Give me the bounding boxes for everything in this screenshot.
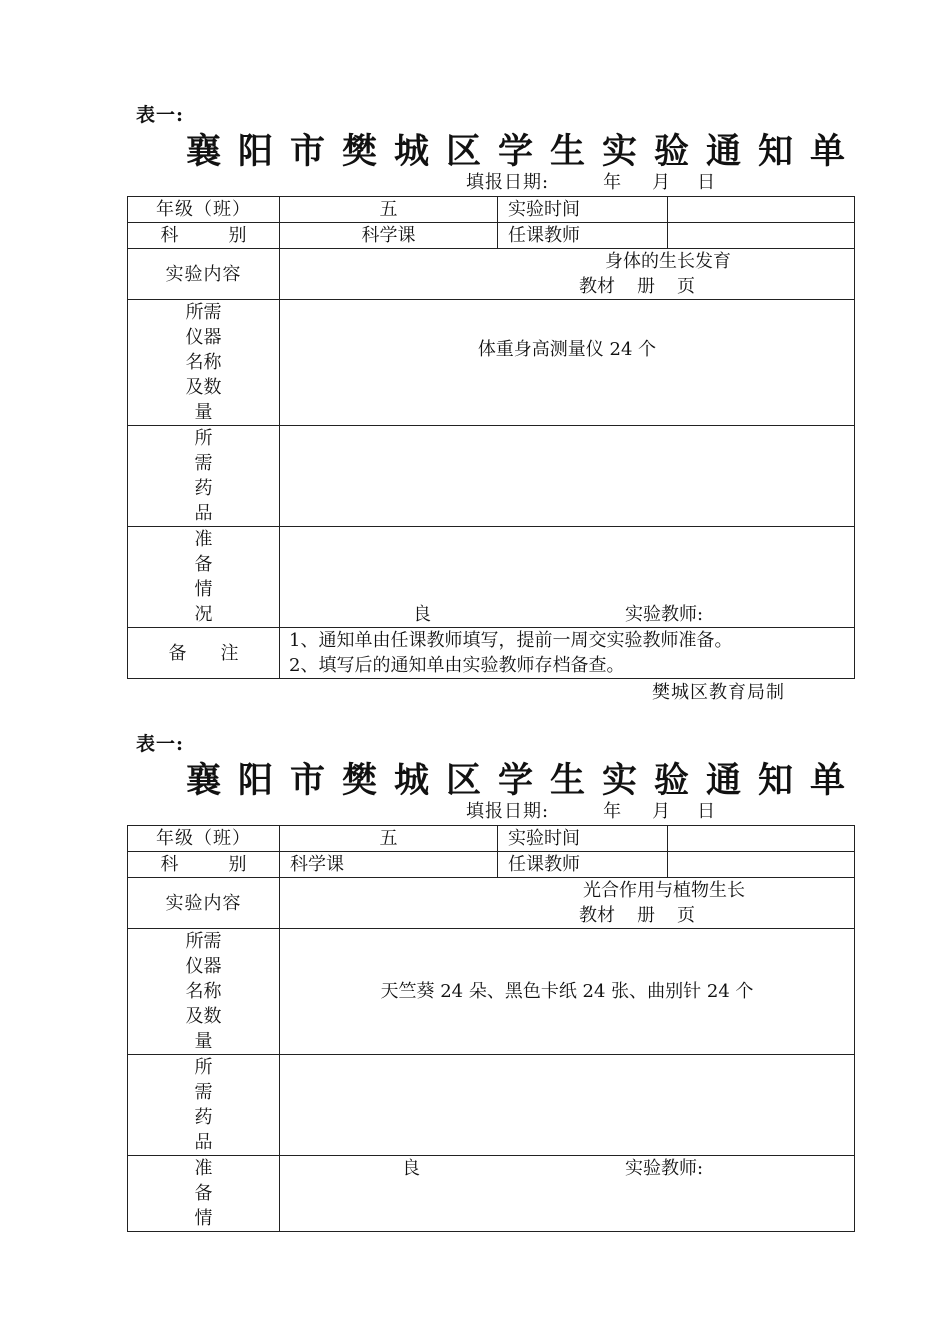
instruments-label: 所需 仪器 名称 及数 量 [128,929,280,1055]
teacher-value[interactable] [668,852,855,878]
day-label: 日 [697,801,717,822]
lab-teacher-label: 实验教师: [625,604,704,625]
exp-time-label: 实验时间 [498,826,668,852]
instruments-value[interactable]: 体重身高测量仪 24 个 [280,300,855,426]
subject-value[interactable]: 科学课 [280,852,498,878]
content-label: 实验内容 [128,249,280,300]
grade-label: 年级（班） [128,197,280,223]
fill-date-line [466,797,716,823]
fill-date-line [466,168,716,194]
notice-table [127,825,855,1232]
grade-label: 年级（班） [128,826,280,852]
exp-time-label: 实验时间 [498,197,668,223]
content-value: 光合作用与植物生长 [583,880,745,901]
content-value-cell[interactable] [280,878,855,929]
year-label: 年 [603,172,623,193]
prep-label: 准 备 情 [128,1156,280,1232]
drugs-label: 所 需 药 品 [128,426,280,527]
form-title: 襄阳市樊城区学生实验通知单 [186,131,863,172]
content-value-cell[interactable] [280,249,855,300]
prep-value-cell[interactable] [280,527,855,628]
remark-1: 1、通知单由任课教师填写，提前一周交实验教师准备。 [289,630,733,651]
remarks-label: 备 注 [128,628,280,679]
notice-table [127,196,855,679]
day-label: 日 [697,172,717,193]
prep-label: 准 备 情 况 [128,527,280,628]
fill-date-label: 填报日期: [466,801,550,822]
teacher-label: 任课教师 [498,223,668,249]
drugs-label: 所 需 药 品 [128,1055,280,1156]
remarks-cell [280,628,855,679]
month-label: 月 [652,172,672,193]
grade-value[interactable]: 五 [280,826,498,852]
drugs-value[interactable] [280,1055,855,1156]
subject-label: 科 别 [128,223,280,249]
instruments-value[interactable]: 天竺葵 24 朵、黑色卡纸 24 张、曲别针 24 个 [280,929,855,1055]
prep-value: 良 [402,1158,420,1179]
grade-value[interactable]: 五 [280,197,498,223]
month-label: 月 [652,801,672,822]
textbook-line: 教材 册 页 [579,276,695,297]
exp-time-value[interactable] [668,197,855,223]
fill-date-label: 填报日期: [466,172,550,193]
lab-teacher-label: 实验教师: [625,1158,704,1179]
exp-time-value[interactable] [668,826,855,852]
table-label: 表一: [136,104,185,126]
subject-value[interactable]: 科学课 [280,223,498,249]
subject-label: 科 别 [128,852,280,878]
prep-value-cell[interactable] [280,1156,855,1232]
prep-value: 良 [413,604,431,625]
form-title: 襄阳市樊城区学生实验通知单 [186,760,863,801]
content-value: 身体的生长发育 [605,251,731,272]
instruments-label: 所需 仪器 名称 及数 量 [128,300,280,426]
content-label: 实验内容 [128,878,280,929]
year-label: 年 [603,801,623,822]
teacher-label: 任课教师 [498,852,668,878]
remark-2: 2、填写后的通知单由实验教师存档备查。 [289,655,625,676]
textbook-line: 教材 册 页 [579,905,695,926]
footer-issuer: 樊城区教育局制 [652,682,785,703]
drugs-value[interactable] [280,426,855,527]
teacher-value[interactable] [668,223,855,249]
table-label: 表一: [136,733,185,755]
